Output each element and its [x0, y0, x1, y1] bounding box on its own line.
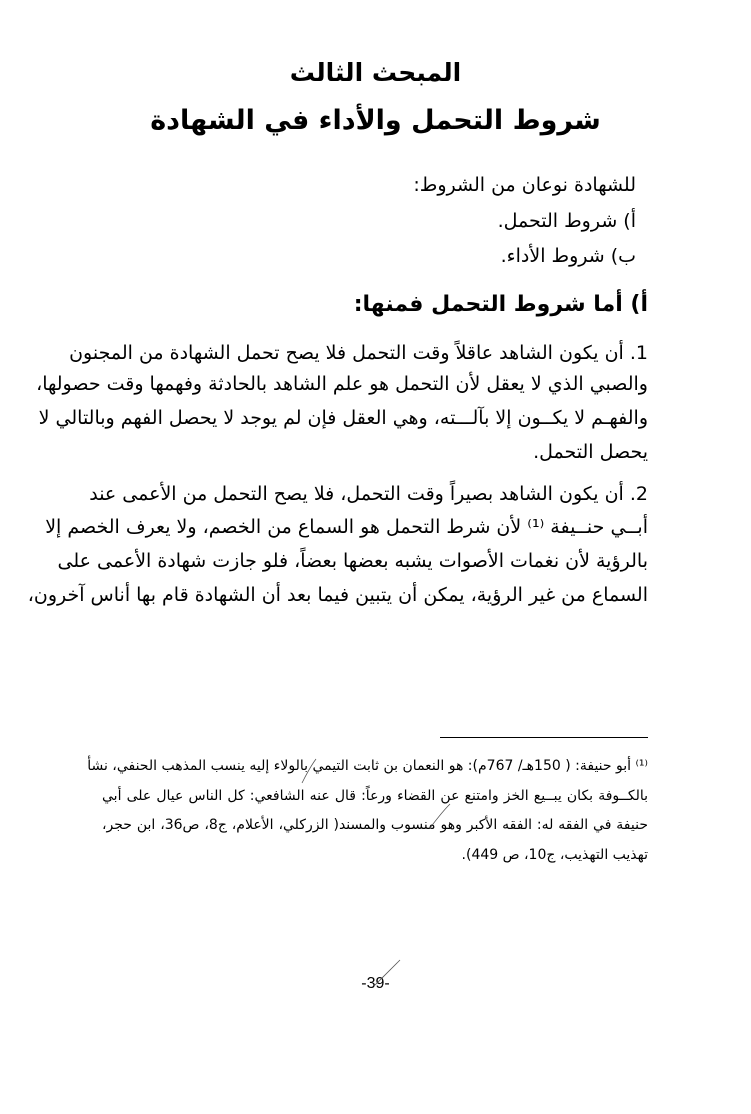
body-paragraph-line: 2. أن يكون الشاهد بصيراً وقت التحمل، فلا يصح التحمل من الأعمى عند [89, 483, 648, 505]
body-paragraph-line: بالرؤية لأن نغمات الأصوات يشبه بعضها بعضاً، فلو جازت شهادة الأعمى على [57, 550, 648, 572]
intro-option-b: ب) شروط الأداء. [500, 245, 636, 267]
footnote-divider [440, 737, 648, 738]
intro-lead: للشهادة نوعان من الشروط: [413, 174, 636, 196]
footnote-line: ⁽¹⁾ أبو حنيفة: ( 150هـ/ 767م): هو النعمان بن ثابت التيمي بالولاء إليه ينسب المذهب الحنفي، نشأ [87, 758, 648, 774]
intro-option-a: أ) شروط التحمل. [497, 210, 636, 232]
page-number: -39- [361, 975, 390, 992]
footnote-line: حنيفة في الفقه له: الفقه الأكبر وهو منسوب والمسند( الزركلي، الأعلام، ج8، ص36، ابن حجر، [102, 817, 648, 833]
body-paragraph-line: والفهـم لا يكــون إلا بآلـــته، وهي العقل فإن لم يوجد لا يحصل الفهم وبالتالي لا [38, 407, 648, 429]
body-paragraph-line: السماع من غير الرؤية، يمكن أن يتبين فيما بعد أن الشهادة قام بها أناس آخرون، [27, 584, 648, 606]
body-paragraph-line: 1. أن يكون الشاهد عاقلاً وقت التحمل فلا يصح تحمل الشهادة من المجنون [69, 342, 648, 364]
body-paragraph-line: يحصل التحمل. [533, 441, 648, 463]
body-paragraph-line: والصبي الذي لا يعقل لأن التحمل هو علم الشاهد بالحادثة وفهمها وقت حصولها، [36, 373, 648, 395]
chapter-section-title: المبحث الثالث [289, 58, 462, 87]
section-subtitle: شروط التحمل والأداء في الشهادة [150, 105, 601, 136]
section-a-title: أ) أما شروط التحمل فمنها: [353, 292, 648, 317]
footnote-line: بالكــوفة بكان يبــيع الخز وامتنع عن القضاء ورعاً: قال عنه الشافعي: كل الناس عيال على أبي [102, 788, 648, 804]
body-paragraph-line: أبــي حنــيفة ⁽¹⁾ لأن شرط التحمل هو السماع من الخصم، ولا يعرف الخصم إلا [45, 516, 648, 538]
footnote-line: تهذيب التهذيب، ج10، ص 449). [461, 847, 648, 863]
